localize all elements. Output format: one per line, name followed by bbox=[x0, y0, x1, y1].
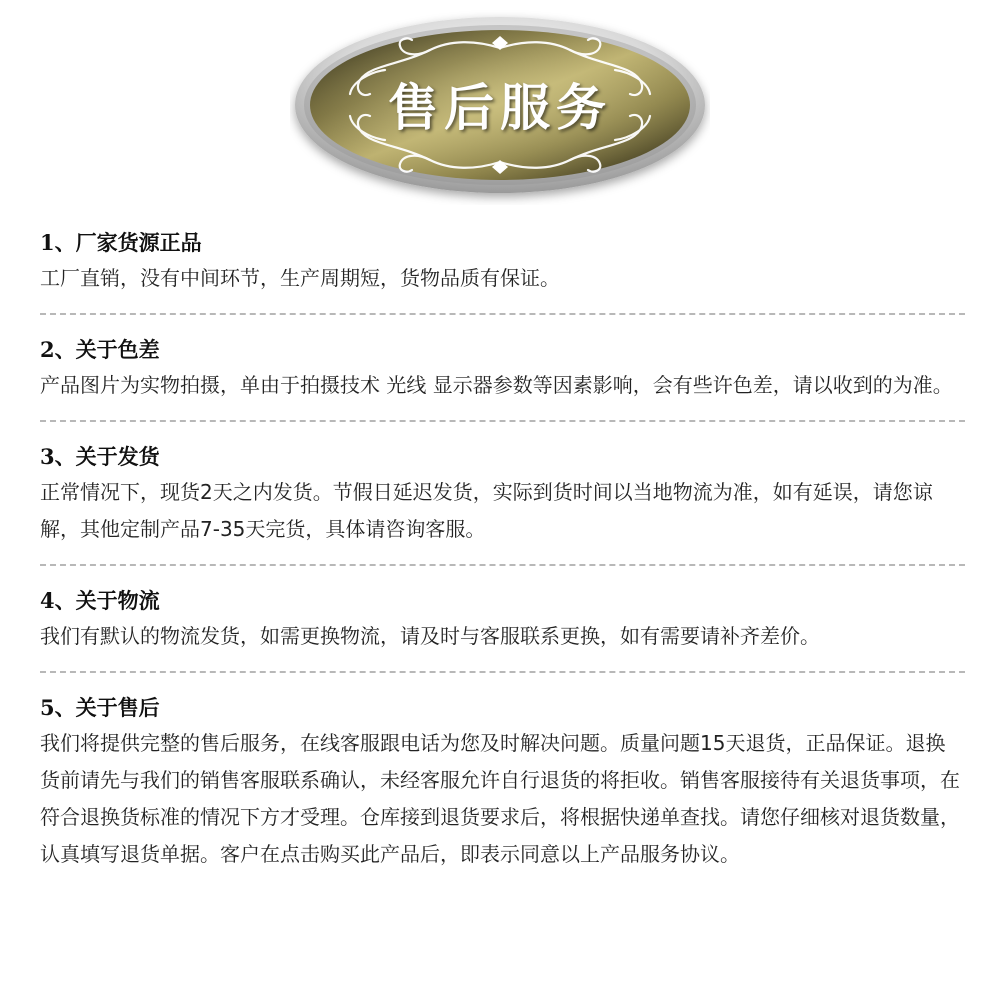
after-sales-content bbox=[40, 220, 965, 873]
section-body: 产品图片为实物拍摄，单由于拍摄技术 光线 显示器参数等因素影响，会有些许色差，请以收到的为准。 bbox=[40, 373, 953, 397]
section-body: 工厂直销，没有中间环节，生产周期短，货物品质有保证。 bbox=[40, 266, 560, 290]
section-body: 我们有默认的物流发货，如需更换物流，请及时与客服联系更换，如有需要请补齐差价。 bbox=[40, 624, 820, 648]
section-title: 4、关于物流 bbox=[40, 588, 160, 613]
dashed-divider bbox=[40, 564, 965, 566]
section-title: 3、关于发货 bbox=[40, 444, 160, 469]
section-genuine-source bbox=[40, 220, 965, 297]
section-after-sales bbox=[40, 685, 965, 873]
banner-title: 售后服务 bbox=[388, 78, 612, 137]
section-body: 正常情况下，现货2天之内发货。节假日延迟发货，实际到货时间以当地物流为准，如有延误，请您谅解，其他定制产品7-35天完货，具体请咨询客服。 bbox=[40, 480, 933, 541]
section-shipping bbox=[40, 434, 965, 548]
section-title: 2、关于色差 bbox=[40, 337, 160, 362]
section-title: 5、关于售后 bbox=[40, 695, 160, 720]
dashed-divider bbox=[40, 420, 965, 422]
section-body: 我们将提供完整的售后服务，在线客服跟电话为您及时解决问题。质量问题15天退货，正品保证。退换货前请先与我们的销售客服联系确认，未经客服允许自行退货的将拒收。销售客服接待有关退货事项，在符合退换货标准的情况下方才受理。仓库接到退货要求后，将根据快递单查找。请您仔细核对退货数量，认真填写退货单据。客户在点击购买此产品后，即表示同意以上产品服务协议。 bbox=[40, 731, 960, 866]
section-logistics bbox=[40, 578, 965, 655]
section-title: 1、厂家货源正品 bbox=[40, 230, 202, 255]
dashed-divider bbox=[40, 313, 965, 315]
section-color-difference bbox=[40, 327, 965, 404]
after-sales-banner bbox=[290, 10, 710, 205]
dashed-divider bbox=[40, 671, 965, 673]
